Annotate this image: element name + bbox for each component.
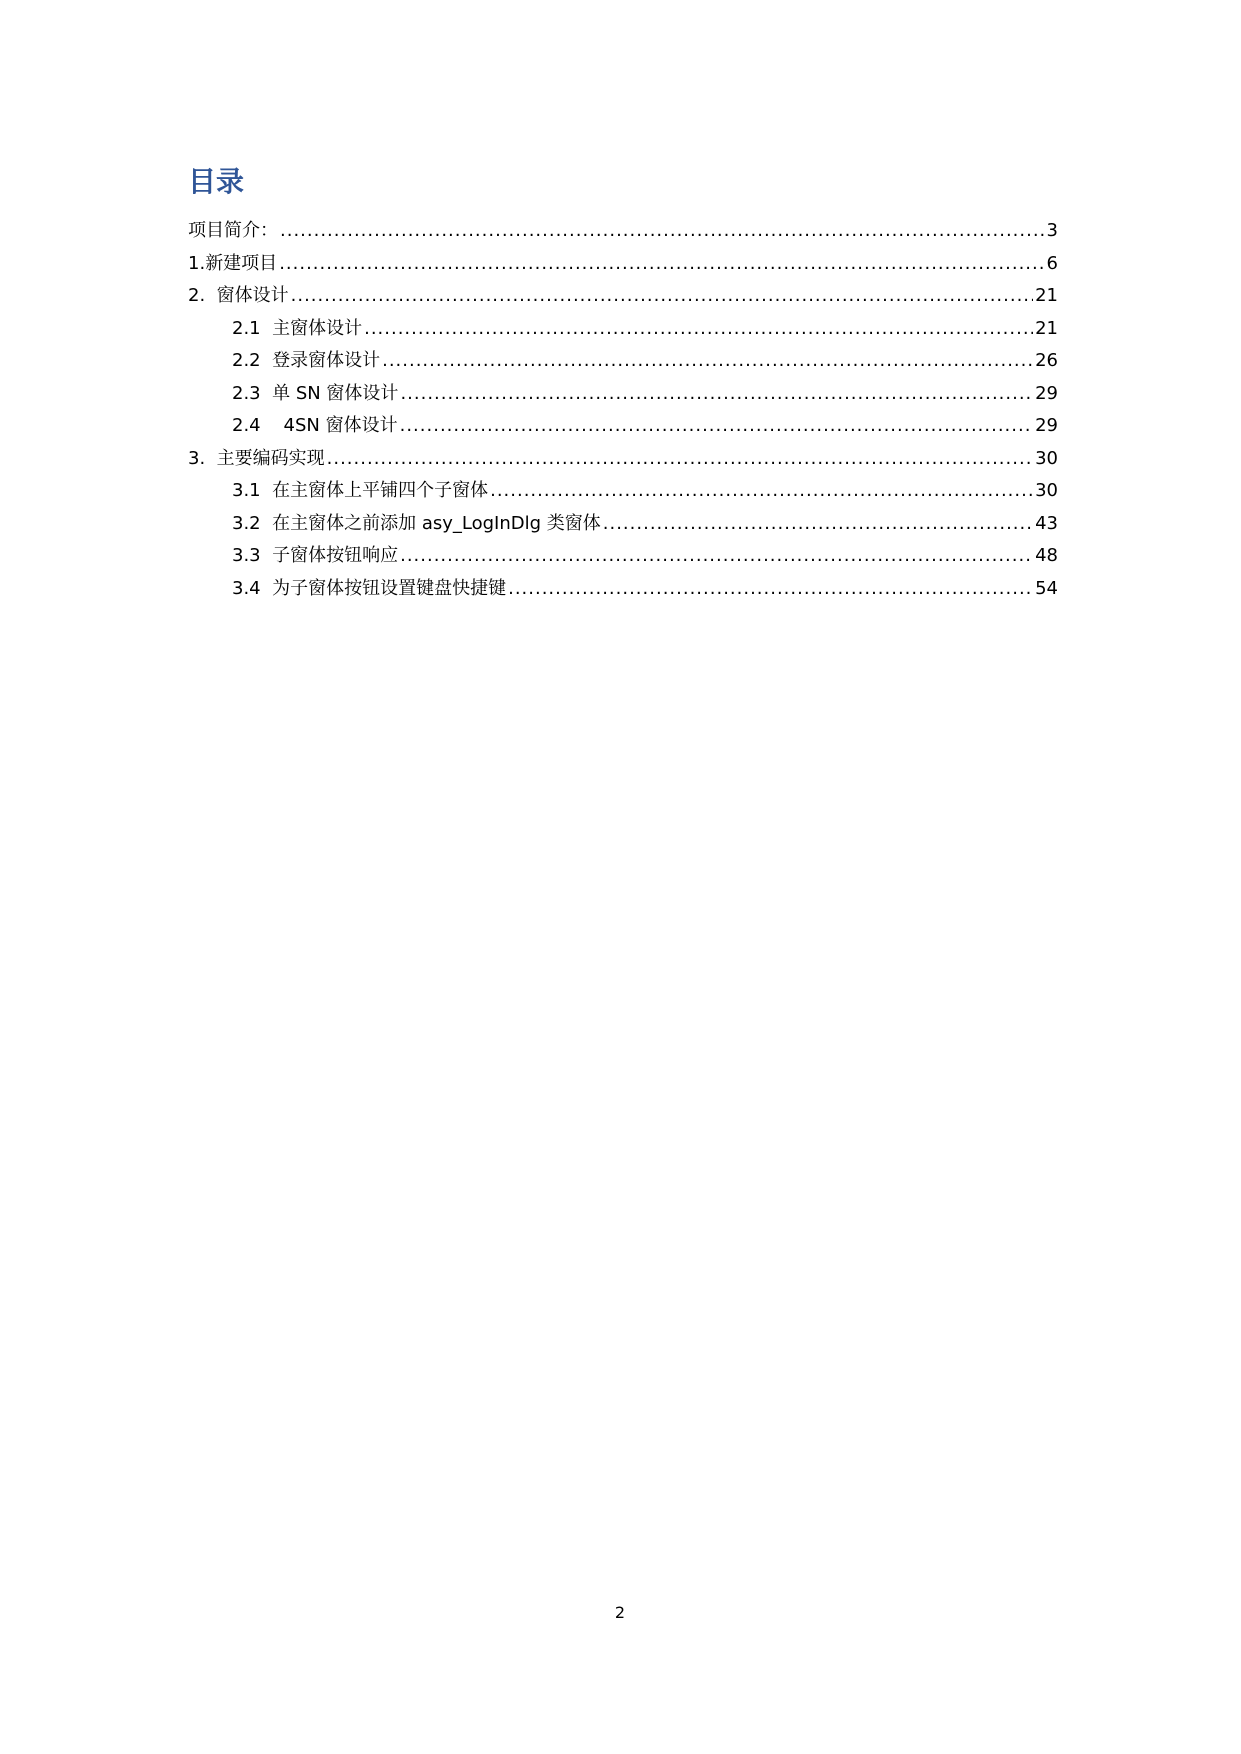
- toc-leader-dots: [490, 475, 1033, 508]
- toc-entry[interactable]: [188, 508, 1058, 541]
- toc-entry-page: 29: [1035, 382, 1058, 404]
- toc-entry-page: 21: [1035, 317, 1058, 339]
- toc-entry-page: 54: [1035, 577, 1058, 599]
- toc-entry-title: 子窗体按钮响应: [272, 545, 399, 566]
- toc-entry[interactable]: [188, 410, 1058, 443]
- toc-entry-number: 2.3: [232, 382, 261, 404]
- toc-entry-title: 新建项目: [205, 252, 278, 274]
- toc-leader-dots: [508, 573, 1033, 606]
- toc-entry-number: 3.1: [232, 480, 261, 501]
- toc-entry-title: 为子窗体按钮设置键盘快捷键: [272, 577, 507, 599]
- toc-entry-title: 在主窗体之前添加 asy_LogInDlg 类窗体: [272, 512, 601, 534]
- toc-entry[interactable]: [188, 313, 1058, 346]
- toc-entry-title: 登录窗体设计: [272, 350, 381, 371]
- toc-entry-number: 3.2: [232, 512, 261, 534]
- toc-entry-title: 主要编码实现: [216, 447, 325, 469]
- toc-leader-dots: [400, 540, 1033, 573]
- toc-entry-page: 30: [1035, 447, 1058, 469]
- toc-entry-number: 3.3: [232, 545, 261, 566]
- toc-entry[interactable]: [188, 540, 1058, 573]
- toc-entry-page: 29: [1035, 415, 1058, 436]
- toc-leader-dots: [280, 215, 1045, 248]
- toc-entry-page: 21: [1035, 285, 1058, 306]
- toc-entry-number: 3.4: [232, 577, 261, 599]
- toc-entry[interactable]: [188, 573, 1058, 606]
- toc-entry-title: 项目简介：: [188, 220, 278, 241]
- toc-entry-number: 2.4: [232, 415, 261, 436]
- toc-entry-page: 48: [1035, 545, 1058, 566]
- toc-entry[interactable]: [188, 378, 1058, 411]
- toc-entry-number: 3.: [188, 447, 206, 469]
- toc-entry[interactable]: [188, 280, 1058, 313]
- toc-heading: 目录: [188, 165, 245, 198]
- toc-entry-page: 6: [1046, 252, 1058, 274]
- page-number: 2: [614, 1603, 626, 1622]
- toc-entry-title: 4SN 窗体设计: [283, 415, 398, 436]
- toc-entry-number: 2.2: [232, 350, 261, 371]
- toc-entry-page: 26: [1035, 350, 1058, 371]
- toc-leader-dots: [364, 313, 1033, 346]
- toc-entry-number: 1.: [188, 252, 206, 274]
- toc-leader-dots: [603, 508, 1033, 541]
- table-of-contents: [188, 215, 1058, 605]
- toc-entry-number: 2.1: [232, 317, 261, 339]
- toc-entry-title: 窗体设计: [216, 285, 289, 306]
- toc-entry-title: 主窗体设计: [272, 317, 363, 339]
- toc-leader-dots: [400, 410, 1033, 443]
- toc-leader-dots: [291, 280, 1033, 313]
- toc-leader-dots: [400, 378, 1033, 411]
- toc-entry[interactable]: [188, 215, 1058, 248]
- toc-entry[interactable]: [188, 475, 1058, 508]
- toc-entry-page: 43: [1035, 512, 1058, 534]
- toc-leader-dots: [327, 443, 1033, 476]
- toc-entry-page: 30: [1035, 480, 1058, 501]
- toc-entry-title: 单 SN 窗体设计: [272, 382, 399, 404]
- toc-entry-title: 在主窗体上平铺四个子窗体: [272, 480, 489, 501]
- toc-entry-number: 2.: [188, 285, 206, 306]
- toc-entry-page: 3: [1046, 220, 1058, 241]
- toc-leader-dots: [382, 345, 1033, 378]
- toc-entry[interactable]: [188, 443, 1058, 476]
- toc-leader-dots: [279, 248, 1044, 281]
- toc-entry[interactable]: [188, 345, 1058, 378]
- toc-entry[interactable]: [188, 248, 1058, 281]
